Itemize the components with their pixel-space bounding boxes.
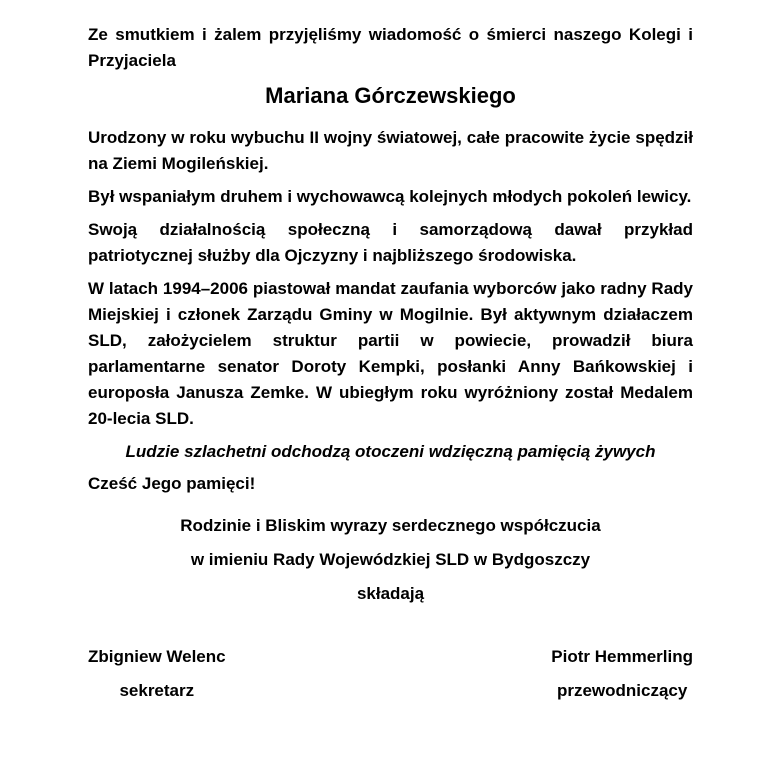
signatures-row <box>88 644 693 704</box>
signature-title-chairman: przewodniczący <box>556 681 688 700</box>
condolence-line-1: Rodzinie i Bliskim wyrazy serdecznego współczucia <box>180 516 601 535</box>
tribute-line: Cześć Jego pamięci! <box>88 474 256 493</box>
condolence-line-2: w imieniu Rady Wojewódzkiej SLD w Bydgoszczy <box>190 550 591 569</box>
signature-name-secretary: Zbigniew Welenc <box>88 647 226 666</box>
body-paragraph-2: Był wspaniałym druhem i wychowawcą kolejnych młodych pokoleń lewicy. <box>88 187 692 206</box>
signature-name-chairman: Piotr Hemmerling <box>551 647 693 666</box>
signature-title-secretary: sekretarz <box>119 681 195 700</box>
signature-left <box>88 644 226 704</box>
body-paragraph-1: Urodzony w roku wybuchu II wojny światowej, całe pracowite życie spędził na Ziemi Mogileńskiej. <box>88 128 693 173</box>
condolence-line-3: składają <box>356 584 425 603</box>
body-paragraph-3: Swoją działalnością społeczną i samorządową dawał przykład patriotycznej służby dla Ojczyzny i najbliższego środowiska. <box>88 220 693 265</box>
signature-right <box>551 644 693 704</box>
intro-paragraph: Ze smutkiem i żalem przyjęliśmy wiadomość o śmierci naszego Kolegi i Przyjaciela <box>88 25 693 70</box>
memorial-quote: Ludzie szlachetni odchodzą otoczeni wdzięczną pamięcią żywych <box>125 442 656 461</box>
body-paragraph-4: W latach 1994–2006 piastował mandat zaufania wyborców jako radny Rady Miejskiej i członek Zarządu Gminy w Mogilnie. Był aktywnym działaczem SLD, założycielem struktur partii w powiecie, prowadził biura parlamentarne senator Doroty Kempki, posłanki Anny Bańkowskiej i europosła Janusza Zemke. W ubiegłym roku wyróżniony został Medalem 20-lecia SLD. <box>88 279 693 428</box>
deceased-name: Mariana Górczewskiego <box>265 83 516 108</box>
